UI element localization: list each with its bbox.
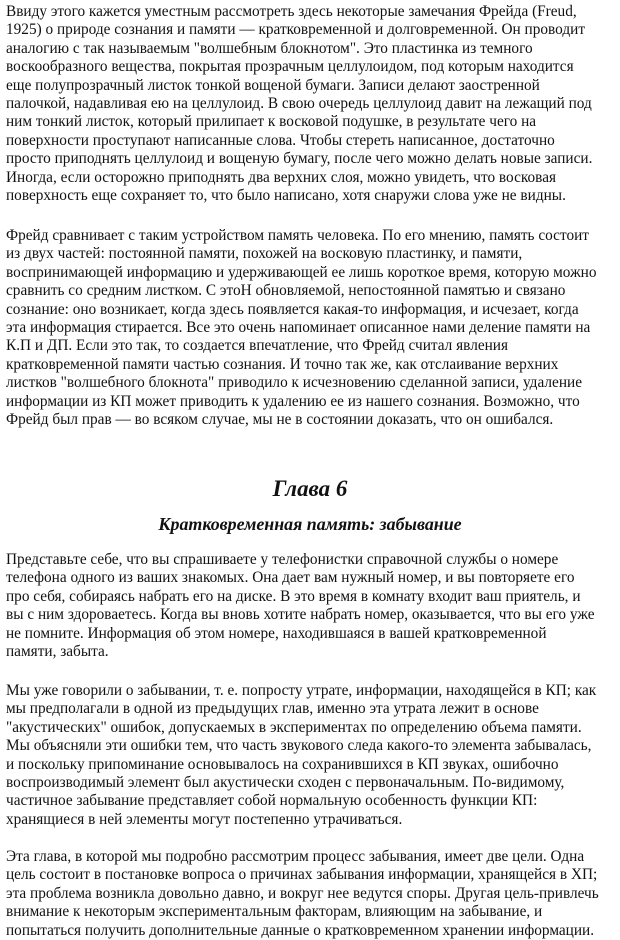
paragraph-chapter-goals: Эта глава, в которой мы подробно рассмотрим процесс забывания, имеет две цели. Одна цель состоит в постановке вопроса о причинах забывания информации, хранящейся в ХП; эта проблема возникла довольно давно, и вокруг нее ведутся споры. Другая цель-привлечь внимание к некоторым экспериментальным факторам, влияющим на забывание, и попытаться получить дополнительные данные о кратковременном хранении информации. (6, 848, 599, 939)
paragraph-freud-memory-comparison: Фрейд сравнивает с таким устройством память человека. По его мнению, память состоит из двух частей: постоянной памяти, похожей на восковую пластинку, и памяти, воспринимающей информацию и удерживающей ее лишь короткое время, которую можно сравнить со средним листком. С этоН обновляемой, непостоянной памятью и связано сознание: оно возникает, когда здесь появляется какая-то информация, и исчезает, когда эта информация стирается. Все это очень напоминает описанное нами деление памяти на К.П и ДП. Если это так, то создается впечатление, что Фрейд считал явления кратковременной памяти частью сознания. И точно так же, как отслаивание верхних листков "волшебного блокнота" приводило к исчезновению сделанной записи, удаление информации из КП может приводить к удалению ее из нашего сознания. Возможно, что Фрейд был прав — во всяком случае, мы не в состоянии доказать, что он ошибался. (6, 227, 597, 429)
paragraph-telephone-example: Представьте себе, что вы спрашиваете у телефонистки справочной службы о номере телефона одного из ваших знакомых. Она дает вам нужный номер, и вы повторяете его про себя, собираясь набрать его на диске. В это время в комнату входит ваш приятель, и вы с ним здороваетесь. Когда вы вновь хотите набрать номер, оказывается, что вы его уже не помните. Информация об этом номере, находившаяся в вашей кратковременной памяти, забыта. (6, 551, 595, 661)
paragraph-forgetting-in-stm: Мы уже говорили о забывании, т. е. попросту утрате, информации, находящейся в КП; как мы предполагали в одной из предыдущих глав, именно эта утрата лежит в основе "акустических" ошибок, допускаемых в экспериментах по определению объема памяти. Мы объясняли эти ошибки тем, что часть звукового следа какого-то элемента забывалась, и поскольку припоминание основывалось на сохранившихся в КП звуках, ошибочно воспроизводимый элемент был акустически сходен с первоначальным. По-видимому, частичное забывание представляет собой нормальную особенность функции КП: хранящиеся в ней элементы могут постепенно утрачиваться. (6, 682, 597, 828)
chapter-title-heading: Кратковременная память: забывание (158, 514, 462, 534)
paragraph-freud-magic-pad: Ввиду этого кажется уместным рассмотреть здесь некоторые замечания Фрейда (Freud, 1925) о природе сознания и памяти — кратковременной и долговременной. Он проводит аналогию с так называемым "волшебным блокнотом". Это пластинка из темного воскообразного вещества, покрытая прозрачным целлулоидом, под которым находится еще полупрозрачный листок тонкой вощеной бумаги. Записи делают заостренной палочкой, надавливая ею на целлулоид. В свою очередь целлулоид давит на лежащий под ним тонкий листок, который прилипает к восковой подушке, в результате чего на поверхности проступают написанные слова. Чтобы стереть написанное, достаточно просто приподнять целлулоид и вощеную бумагу, после чего можно делать новые записи. Иногда, если осторожно приподнять два верхних слоя, можно увидеть, что восковая поверхность еще сохраняет то, что было написано, хотя снаружи слова уже не видны. (6, 3, 593, 205)
chapter-number-heading: Глава 6 (272, 476, 348, 501)
